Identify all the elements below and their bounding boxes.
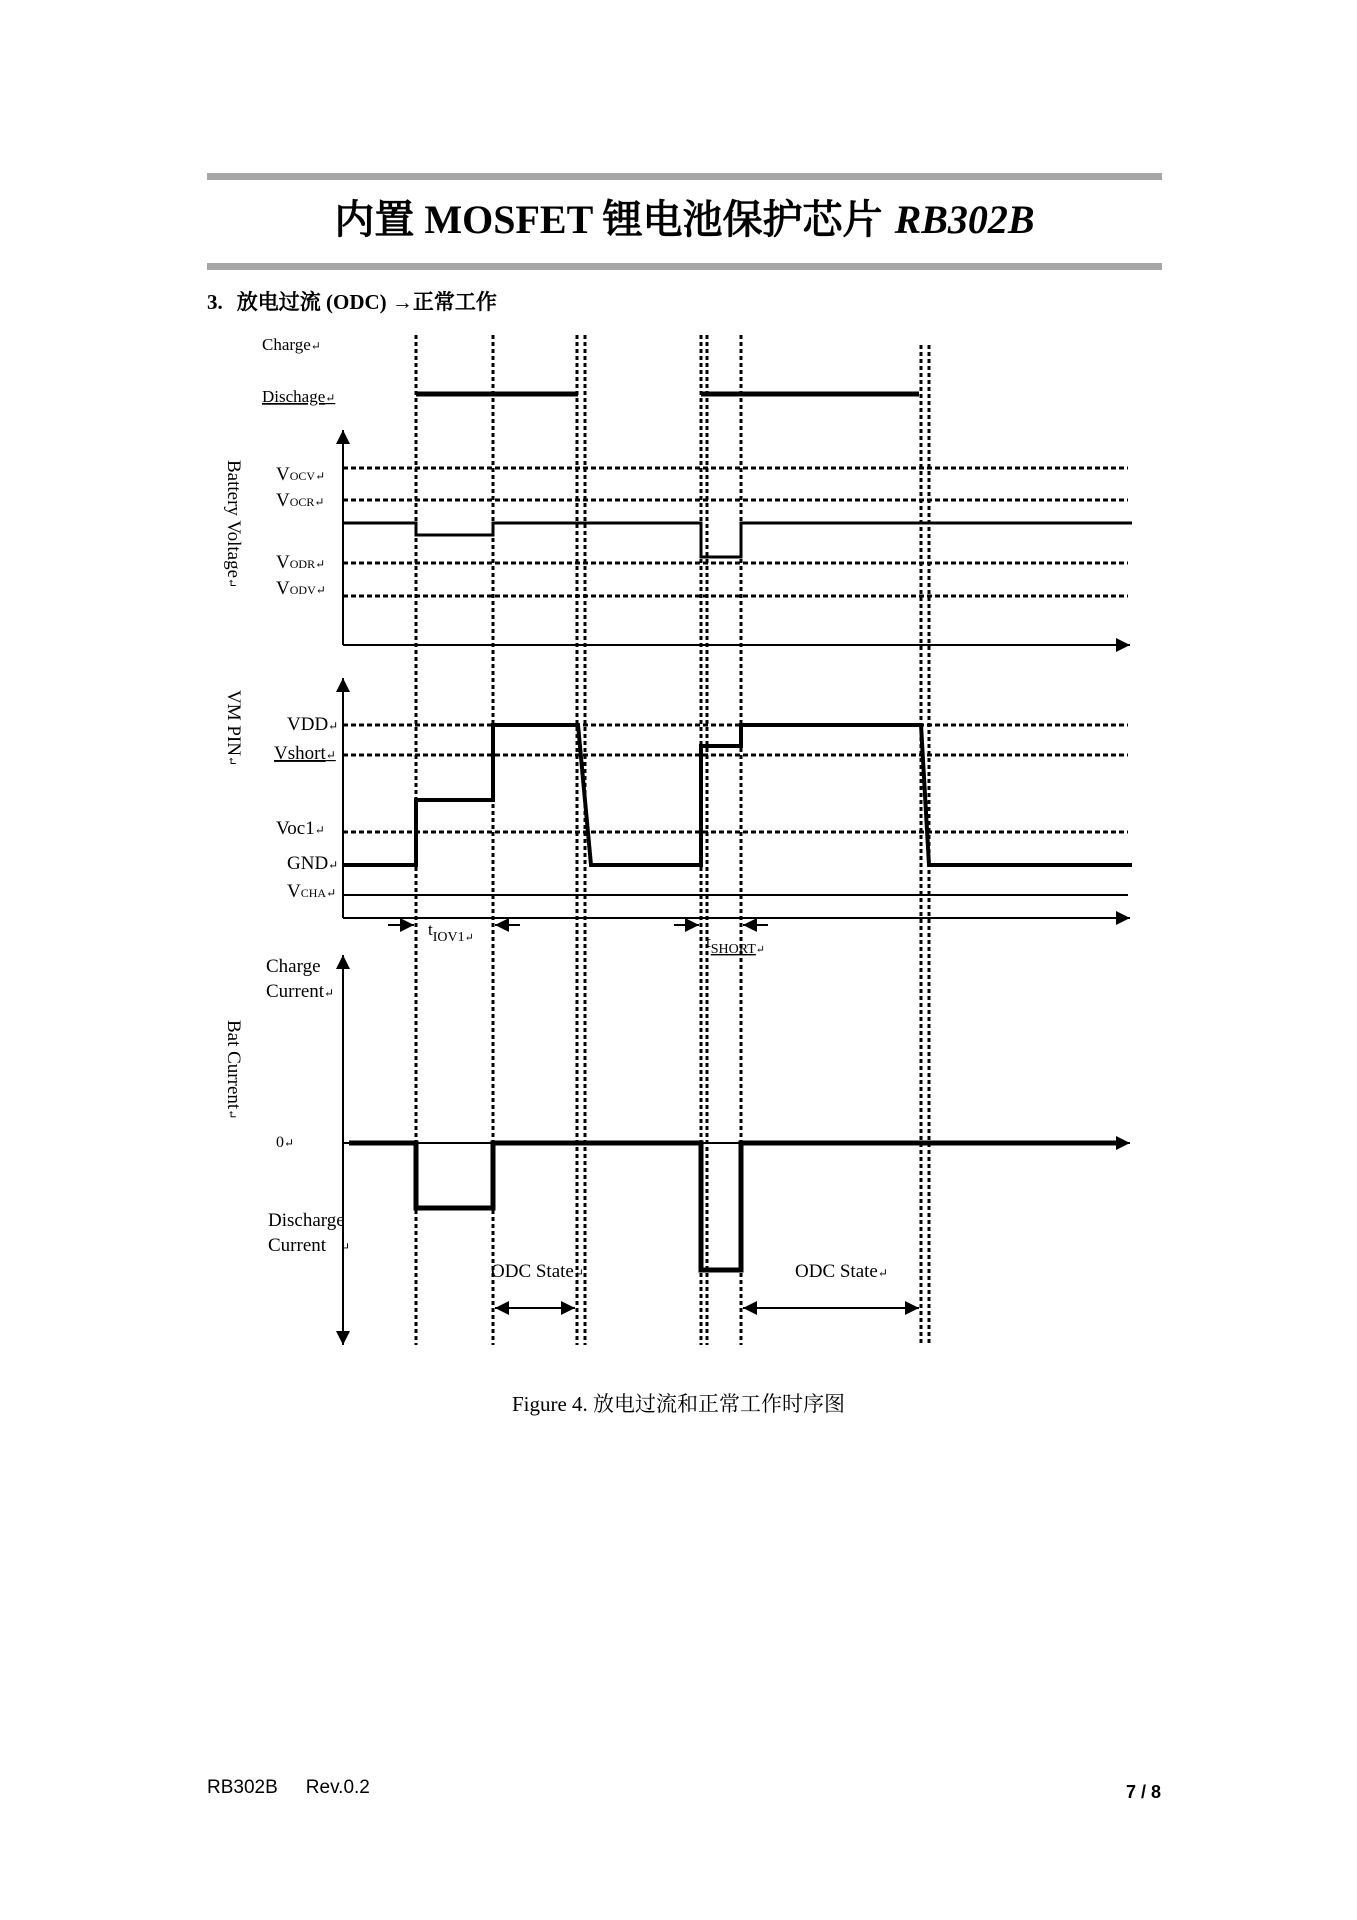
discharge-current-label-1: Discharge	[268, 1210, 345, 1231]
charge-label: Charge↵	[262, 335, 321, 354]
vm-threshold-dotted	[343, 725, 1128, 832]
section-title: 放电过流 (ODC) →正常工作	[236, 290, 497, 314]
vodv-label: VODV↵	[276, 578, 326, 599]
title-text: 内置 MOSFET 锂电池保护芯片	[334, 197, 883, 242]
discharge-label: Dischage↵	[262, 387, 336, 406]
gnd-label: GND↵	[287, 853, 339, 874]
vshort-label: Vshort↵	[274, 743, 336, 764]
battery-threshold-dotted	[343, 468, 1128, 596]
vm-pin-axis-label: VM PIN↵	[223, 690, 244, 767]
title-model: RB302B	[894, 197, 1035, 242]
footer-page-number: 7 / 8	[1125, 1782, 1161, 1802]
t-iov1-label: $t_{IOV1}↵$	[428, 920, 474, 945]
footer-doc-id: RB302B	[207, 1777, 278, 1798]
t-short-label: $t_{SHORT}↵$	[706, 932, 766, 957]
section-number: 3.	[207, 290, 223, 314]
bat-current-axis-label: Bat Current↵	[223, 1020, 244, 1120]
footer-revision: Rev.0.2	[305, 1777, 370, 1798]
vdd-label: VDD↵	[287, 714, 339, 735]
vocv-label: VOCV↵	[276, 464, 326, 485]
battery-voltage-waveform	[343, 523, 1132, 557]
vocr-label: VOCR↵	[276, 490, 325, 511]
odc-state-label-2: ODC State↵	[795, 1261, 888, 1282]
footer-doc-info	[207, 1777, 370, 1799]
odc-state-label-1: ODC State↵	[491, 1261, 584, 1282]
zero-current-label: 0↵	[276, 1134, 295, 1151]
vm-pin-waveform	[343, 725, 1132, 865]
battery-voltage-axis-label: Battery Voltage↵	[223, 460, 244, 589]
charge-current-label-2: Current↵	[266, 981, 335, 1002]
bat-current-waveform	[349, 1143, 1125, 1270]
charge-current-label-1: Charge	[266, 956, 321, 977]
figure-caption: Figure 4. 放电过流和正常工作时序图	[511, 1392, 846, 1416]
discharge-current-label-2: Current ↵	[268, 1235, 351, 1256]
vcha-label: VCHA↵	[287, 881, 337, 902]
voc1-label: Voc1↵	[276, 818, 325, 839]
vodr-label: VODR↵	[276, 552, 326, 573]
